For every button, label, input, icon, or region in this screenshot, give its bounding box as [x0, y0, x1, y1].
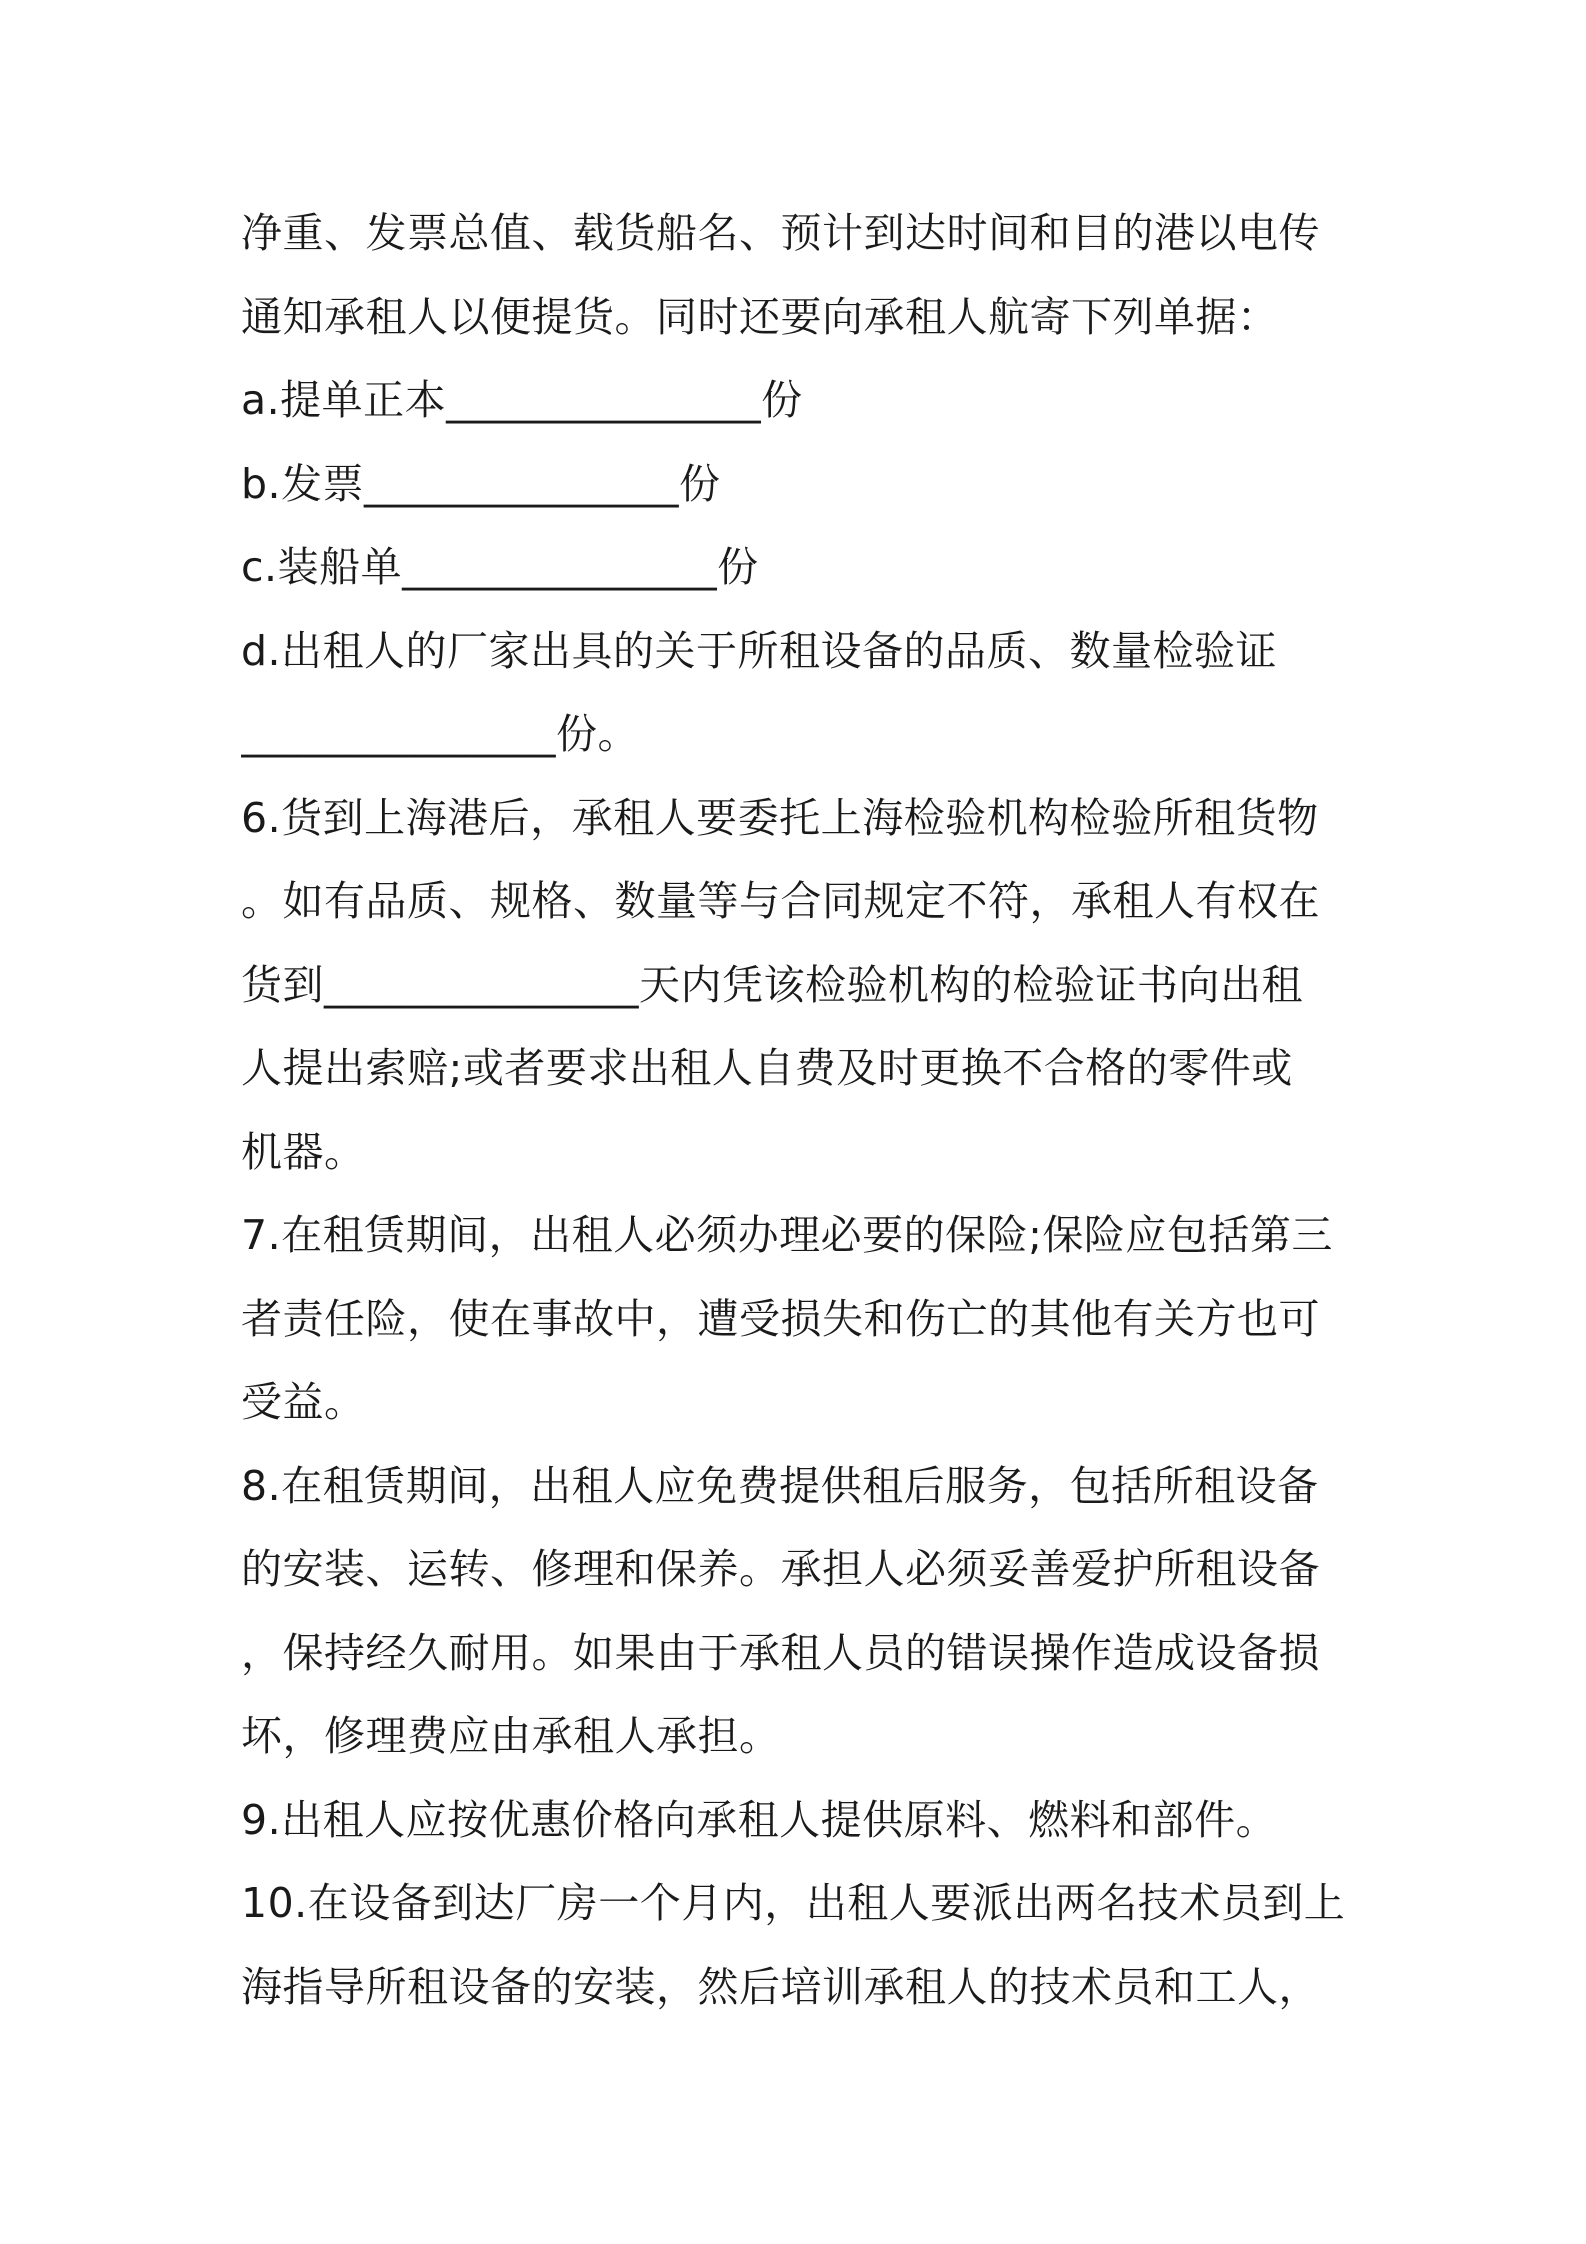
document-body [241, 192, 1361, 2029]
text-line: 8.在租赁期间，出租人应免费提供租后服务，包括所租设备 [241, 1461, 1319, 1510]
text-line: 人提出索赔;或者要求出租人自费及时更换不合格的零件或 [241, 1044, 1293, 1092]
text-line: c.装船单_______________份 [241, 543, 759, 591]
text-line: 机器。 [241, 1127, 366, 1176]
text-line: 通知承租人以便提货。同时还要向承租人航寄下列单据： [241, 292, 1279, 341]
text-line: _______________份。 [241, 710, 639, 758]
text-line: 6.货到上海港后，承租人要委托上海检验机构检验所租货物 [241, 793, 1319, 842]
text-line: 9.出租人应按优惠价格向承租人提供原料、燃料和部件。 [241, 1795, 1278, 1844]
text-line: 受益。 [241, 1378, 366, 1426]
text-line: b.发票_______________份 [241, 459, 721, 508]
text-line: 货到_______________天内凭该检验机构的检验证书向出租 [241, 960, 1303, 1009]
text-line: 的安装、运转、修理和保养。承担人必须妥善爱护所租设备 [241, 1545, 1320, 1593]
text-line: ，保持经久耐用。如果由于承租人员的错误操作造成设备损 [241, 1628, 1320, 1677]
text-line: a.提单正本_______________份 [241, 376, 803, 424]
text-line: 坏，修理费应由承租人承担。 [241, 1712, 781, 1760]
text-line: 净重、发票总值、载货船名、预计到达时间和目的港以电传 [241, 209, 1320, 257]
text-line: 7.在租赁期间，出租人必须办理必要的保险;保险应包括第三 [241, 1211, 1333, 1259]
text-line: d.出租人的厂家出具的关于所租设备的品质、数量检验证 [241, 626, 1278, 675]
text-line: 。如有品质、规格、数量等与合同规定不符，承租人有权在 [241, 877, 1320, 925]
text-line: 海指导所租设备的安装，然后培训承租人的技术员和工人， [241, 1962, 1320, 2011]
text-line: 10.在设备到达厂房一个月内，出租人要派出两名技术员到上 [241, 1879, 1346, 1927]
text-line: 者责任险，使在事故中，遭受损失和伤亡的其他有关方也可 [241, 1294, 1320, 1343]
